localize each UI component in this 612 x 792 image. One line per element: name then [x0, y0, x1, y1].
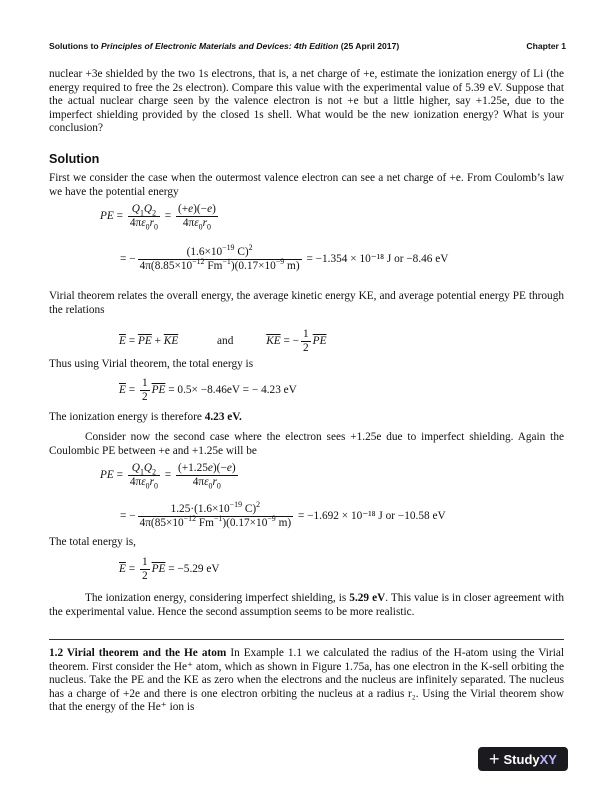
paragraph-7: The ionization energy, considering imperfect shielding, is 5.29 eV. This value is in closer agreement with the experimental value. Hence the second assumption seems to be more realistic.	[49, 592, 565, 618]
paragraph-5: Consider now the second case where the electron sees +1.25e due to imperfect shielding. Again the Coulombic PE between +e and +1.25e will be	[49, 431, 564, 457]
paragraph-2: Virial theorem relates the overall energy, the average kinetic energy KE, and average potential energy PE through the relations	[49, 290, 564, 316]
question-body: In Example 1.1 we calculated the radius of the H-atom using the Virial theorem. First consider the He⁺ atom, which as shown in Figure 1.75a, has one electron in the K-sell orbiting the nucleus. Take the PE and the KE as zero when the electrons and the nucleus are infinitely separated. The nucleus has a charge of +2e and there is one electron orbiting the nucleus at a radius r₂. Using the Virial theorem show that the energy of the He⁺ ion is	[49, 647, 564, 714]
header-chapter: Chapter 1	[526, 41, 566, 51]
page-header	[49, 41, 566, 51]
equation-pe2-result: = −1.692 × 10⁻¹⁸ J or −10.58 eV	[297, 510, 446, 523]
plus-icon: +	[489, 749, 500, 769]
equation-pe-numeric: = − $\frac{(1.6\times 10^{-19} C)^2}{4\pi(8.85\times 10^{-12} Fm^{-1})(0.17\times 10^{-9} m)}$ = −1.354 × 10⁻¹⁸ J or −8.46 eV	[120, 243, 449, 272]
equation-pe-symbolic: PE = $\frac{Q_1Q_2}{4\pi\varepsilon_0r_0}$ = $\frac{(+e)(-e)}{4\pi\varepsilon_0r_0}$	[100, 203, 216, 232]
header-left: Solutions to Principles of Electronic Materials and Devices: 4th Edition (25 April 2017)	[49, 41, 400, 51]
section-divider	[49, 639, 564, 640]
equation-pe-result: = −1.354 × 10⁻¹⁸ J or −8.46 eV	[306, 253, 449, 266]
studyxy-logo[interactable]	[478, 747, 568, 771]
intro-paragraph: nuclear +3e shielded by the two 1s electrons, that is, a net charge of +e, estimate the ionization energy of Li (the energy required to free the 2s electron). Compare this value with the experimental value of 5.39 eV. Suppose that the actual nuclear charge seen by the valence electron is not +e but a little higher, say +1.25e, due to the imperfect shielding provided by the closed 1s shell. What would be the new ionization energy? What is your conclusion?	[49, 68, 564, 135]
paragraph-1: First we consider the case when the outermost valence electron can see a net charge of +e. From Coulomb’s law we have the potential energy	[49, 172, 564, 198]
question-1-2	[49, 647, 564, 715]
question-title: 1.2 Virial theorem and the He atom	[49, 647, 227, 659]
paragraph-3: Thus using Virial theorem, the total energy is	[49, 358, 254, 370]
equation-total-energy-2: $\overline{E}$ = $\frac{1}{2}$ $\overline{PE} = -5.29$ eV	[119, 556, 220, 582]
equation-total-energy-1: $\overline{E}$ = $\frac{1}{2}$ $\overline{PE} = 0.5\times -8.46eV$ = − 4.23 eV	[119, 377, 297, 403]
equation-pe2-symbolic: PE = $\frac{Q_1Q_2}{4\pi\varepsilon_0r_0}$ = $\frac{(+1.25e)(-e)}{4\pi\varepsilon_0r_0}$	[100, 462, 236, 491]
paragraph-4: The ionization energy is therefore 4.23 eV.	[49, 411, 242, 423]
paragraph-6: The total energy is,	[49, 536, 137, 548]
equation-virial-relations: $\overline{E} = \overline{PE} + \overline{KE}$ and $\overline{KE}$ = − $\frac{1}{2}$ $\overline{PE}$	[119, 328, 327, 354]
logo-text: StudyXY	[503, 751, 557, 767]
solution-heading: Solution	[49, 152, 100, 166]
equation-pe2-numeric: = − $\frac{1.25\cdot(1.6\times 10^{-19} C)^2}{4\pi(85\times 10^{-12} Fm^{-1})(0.17\times 10^{-9} m)}$ = −1.692 × 10⁻¹⁸ J or −10.58 eV	[120, 500, 446, 529]
